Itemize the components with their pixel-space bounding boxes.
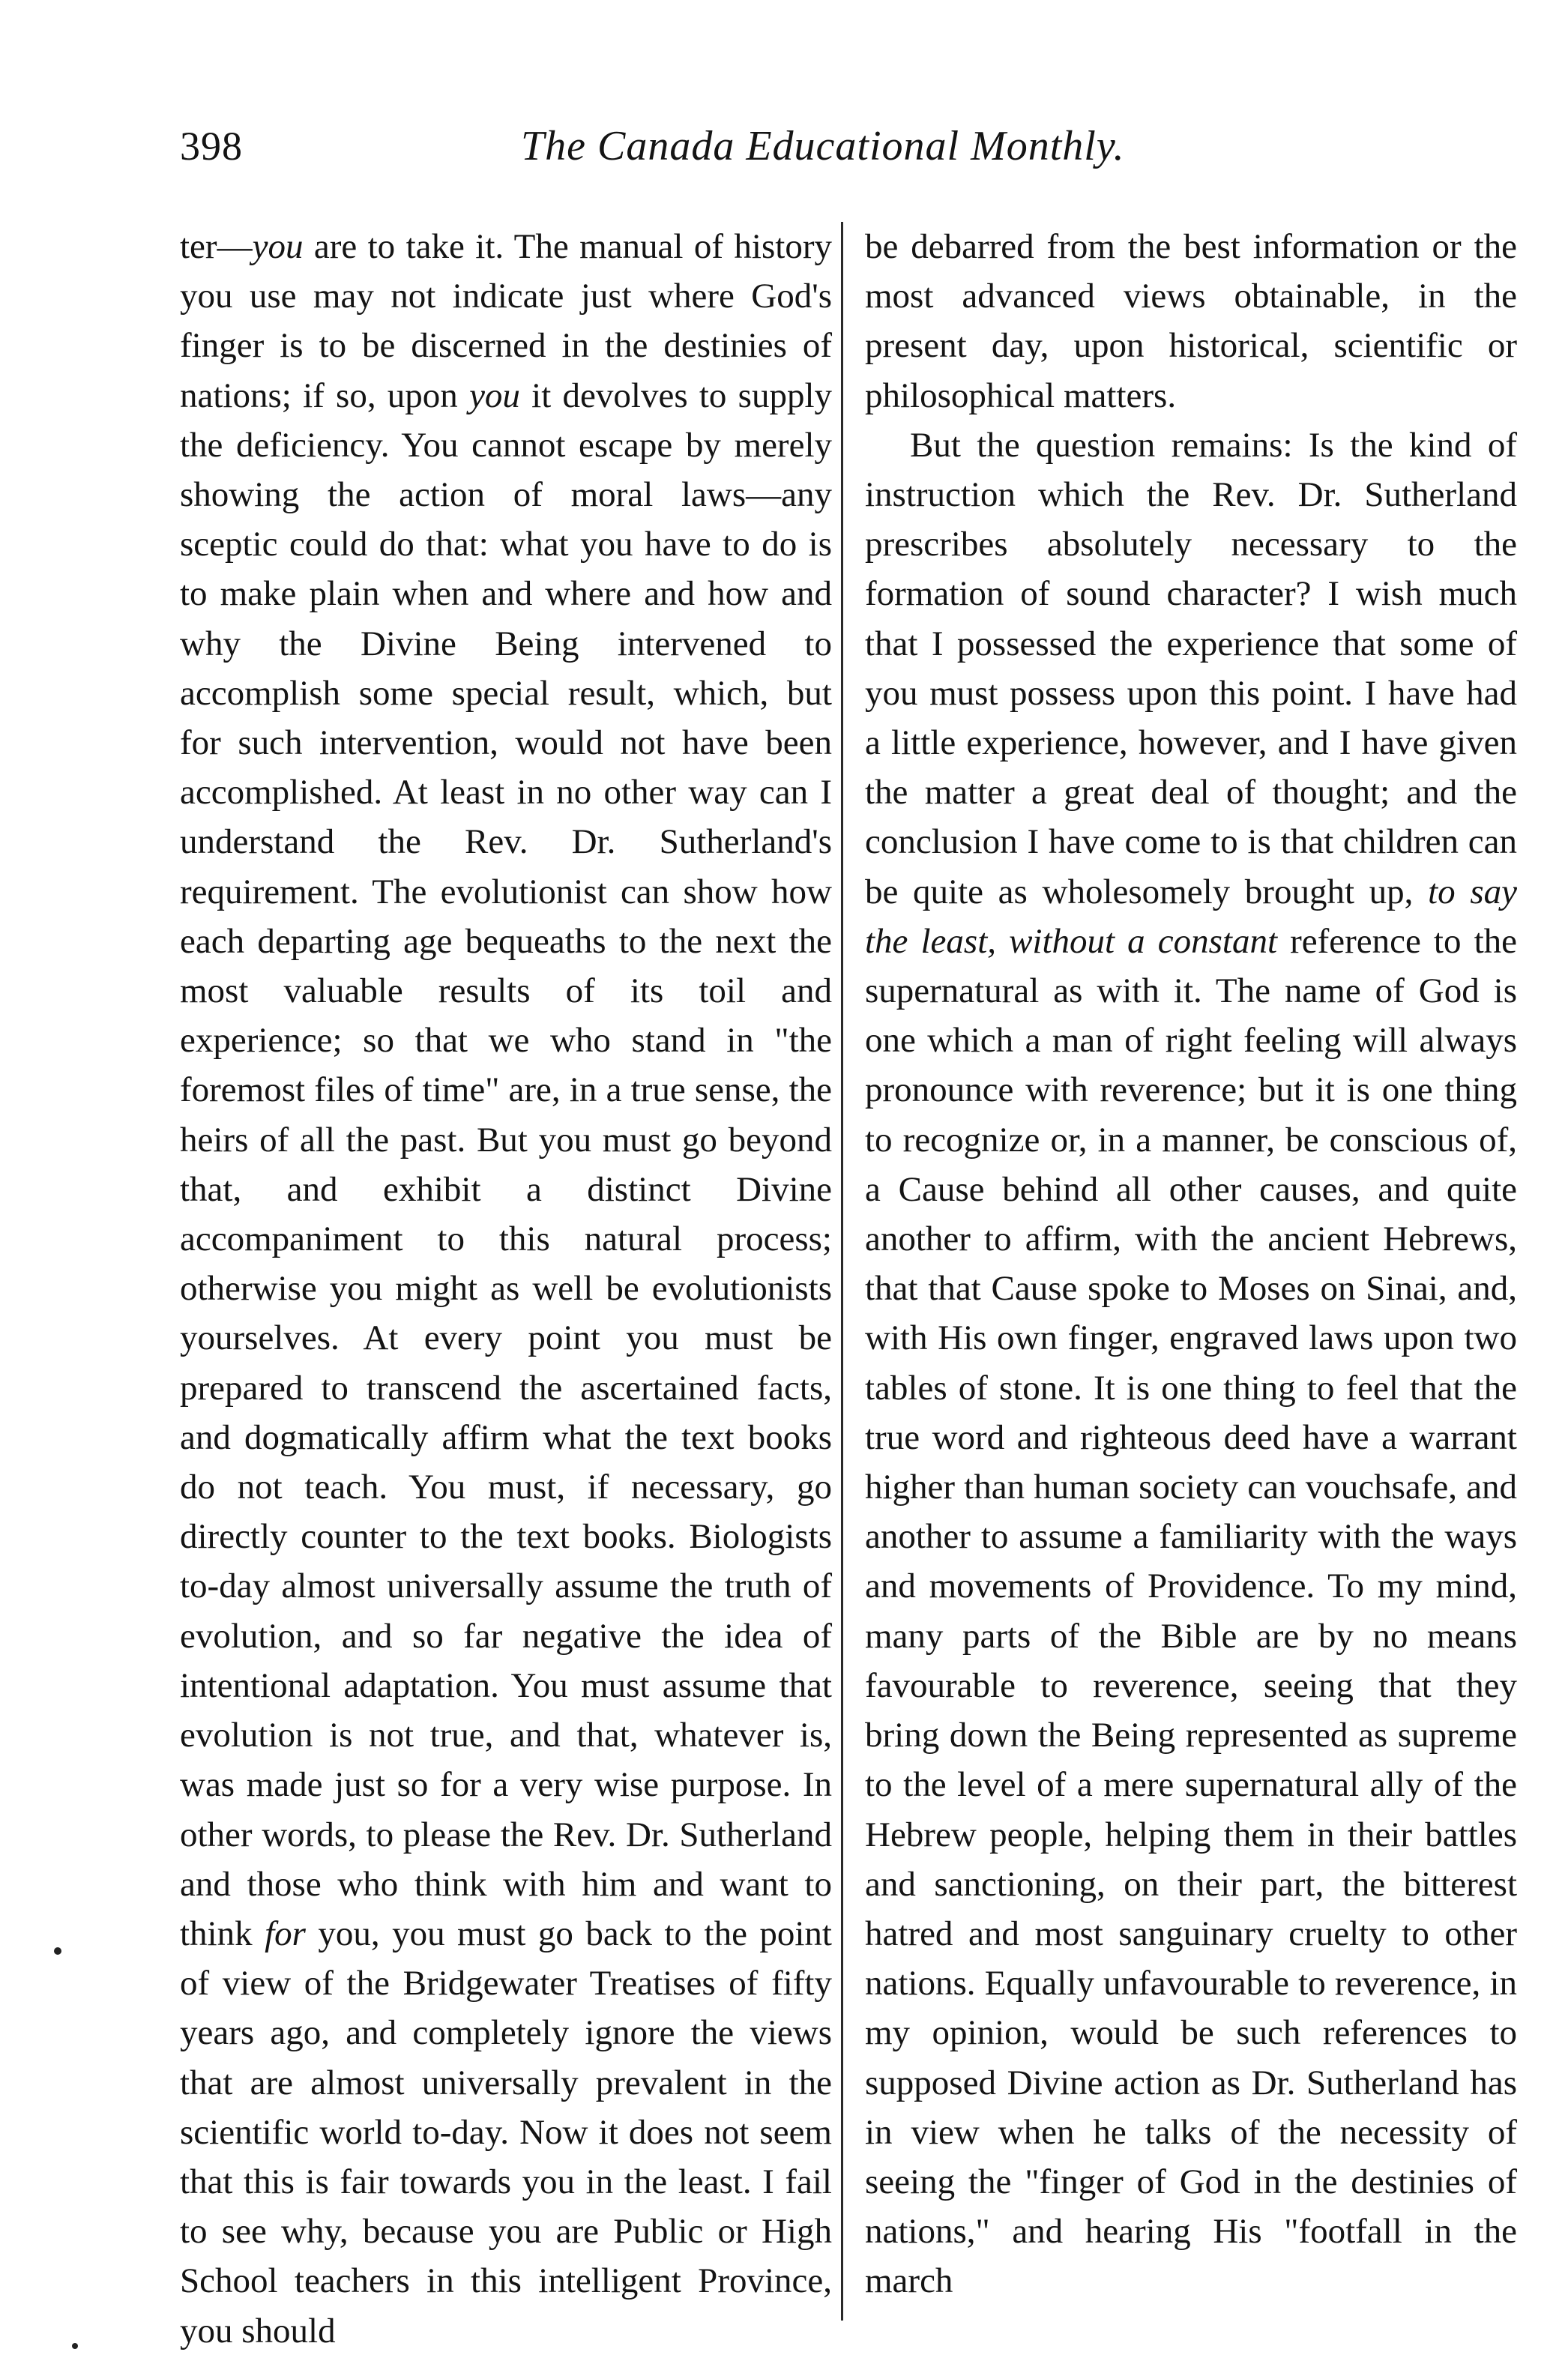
text-run: you, you must go back to the point of view of the Bridgewater Treatises of fifty years ago, and completely ignore the views that are almost universally prevalent in the scientific world to-day. Now it does not seem that this is fair towards you in the least. I fail to see why, because you are Public or High School teachers in this intelligent Province, you should	[180, 1914, 832, 2351]
right-paragraph-2	[865, 420, 1517, 2306]
running-title: The Canada Educational Monthly.	[521, 123, 1125, 169]
text-run: But the question remains: Is the kind of instruction which the Rev. Dr. Sutherland prescribes absolutely necessary to the formation of sound character? I wish much that I possessed the experience that some of you must possess upon this point. I have had a little experience, however, and I have given the matter a great deal of thought; and the conclusion I have come to is that children can be quite as wholesomely brought up,	[865, 425, 1517, 911]
margin-mark	[54, 1947, 61, 1955]
page-number: 398	[180, 124, 243, 169]
margin-mark	[72, 2343, 78, 2349]
text-run: ter—	[180, 227, 253, 266]
page-header	[180, 112, 1192, 180]
emphasis: for	[265, 1914, 306, 1953]
emphasis: to say the least, without a constant	[865, 872, 1517, 961]
left-paragraph-1	[180, 222, 832, 2356]
text-run: are to take it. The manual of history you use may not indicate just where God's finger is to be discerned in the destinies of nations; if so, upon	[180, 227, 832, 415]
emphasis: you	[252, 227, 304, 266]
text-run: it devolves to supply the deficiency. You cannot escape by merely showing the action of moral laws—any sceptic could do that: what you have to do is to make plain when and where and how and why the Divine Being intervened to accomplish some special result, which, but for such intervention, would not have been accomplished. At least in no other way can I understand the Rev. Dr. Sutherland's requirement. The evolutionist can show how each departing age bequeaths to the next the most valuable results of its toil and experience; so that we who stand in "the foremost files of time" are, in a true sense, the heirs of all the past. But you must go beyond that, and exhibit a distinct Divine accompaniment to this natural process; otherwise you might as well be evolutionists yourselves. At every point you must be prepared to transcend the ascertained facts, and dogmatically affirm what the text books do not teach. You must, if necessary, go directly counter to the text books. Biologists to-day almost universally assume the truth of evolution, and so far negative the idea of intentional adaptation. You must assume that evolution is not true, and that, whatever is, was made just so for a very wise purpose. In other words, to please the Rev. Dr. Sutherland and those who think with him and want to think	[180, 376, 833, 1953]
text-run: reference to the supernatural as with it. The name of God is one which a man of right feeling will always pronounce with reverence; but it is one thing to recognize or, in a manner, be conscious of, a Cause behind all other causes, and quite another to affirm, with the ancient Hebrews, that that Cause spoke to Moses on Sinai, and, with His own finger, engraved laws upon two tables of stone. It is one thing to feel that the true word and righteous deed have a warrant higher than human society can vouchsafe, and another to assume a familiarity with the ways and movements of Providence. To my mind, many parts of the Bible are by no means favourable to reverence, seeing that they bring down the Being represented as supreme to the level of a mere supernatural ally of the Hebrew people, helping them in their battles and sanctioning, on their part, the bitterest hatred and most sanguinary cruelty to other nations. Equally unfavourable to reverence, in my opinion, would be such references to supposed Divine action as Dr. Sutherland has in view when he talks of the necessity of seeing the "finger of God in the destinies of nations," and hearing His "footfall in the march	[865, 921, 1517, 2301]
left-column	[180, 222, 832, 2356]
right-paragraph-1: be debarred from the best information or the most advanced views obtainable, in the present day, upon historical, scientific or philosophical matters.	[865, 227, 1517, 415]
emphasis: you	[469, 376, 520, 415]
right-column	[865, 222, 1517, 2306]
column-divider	[841, 222, 843, 2321]
